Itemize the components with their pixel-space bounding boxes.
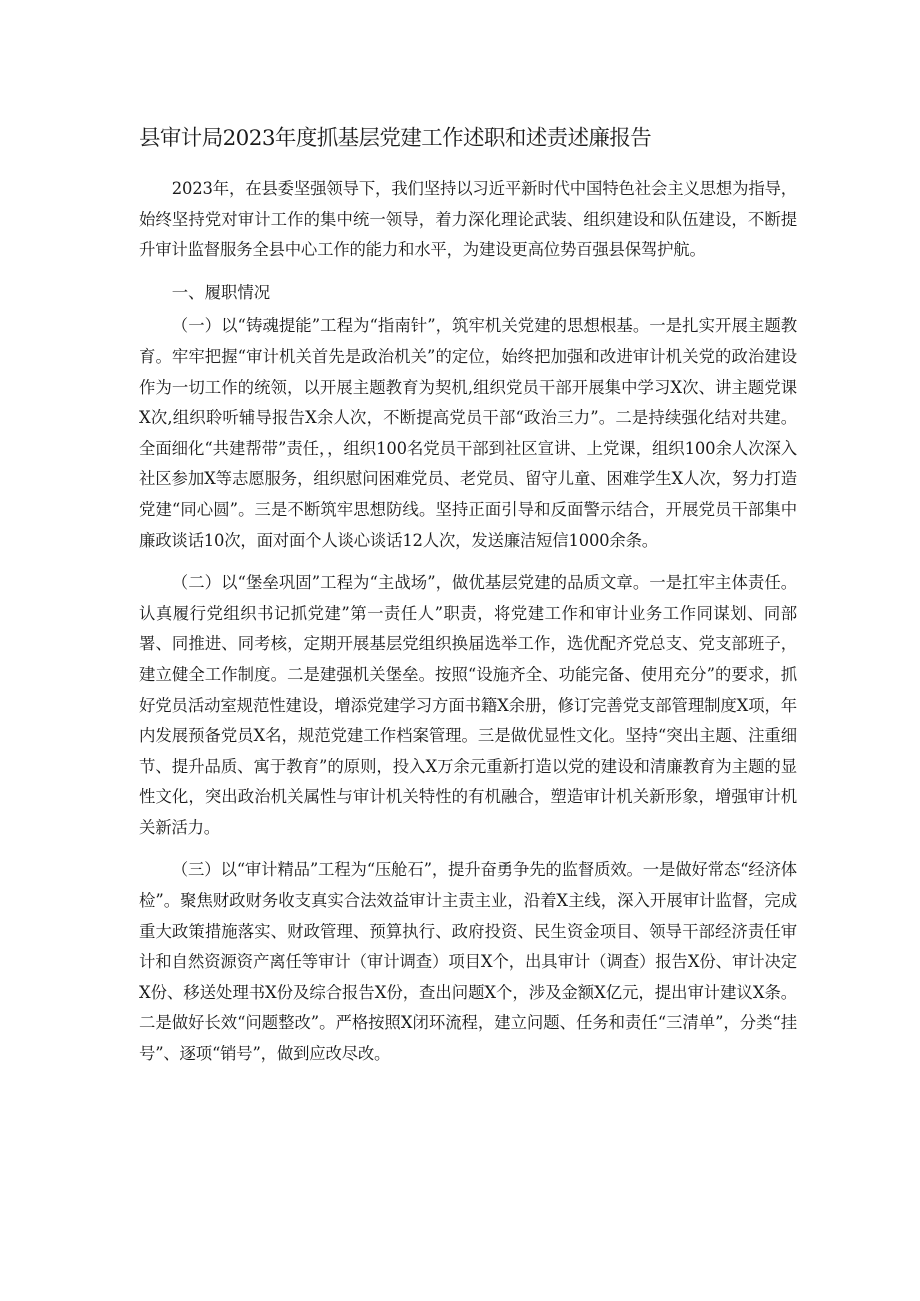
body-paragraph-1: （一）以“铸魂提能”工程为“指南针”，筑牢机关党建的思想根基。一是扎实开展主题教育。牢牢把握“审计机关首先是政治机关”的定位，始终把加强和改进审计机关党的政治建设作为一切工作的统领，以开展主题教育为契机,组织党员干部开展集中学习X次、讲主题党课X次,组织聆听辅导报告X余人次，不断提高党员干部“政治三力”。二是持续强化结对共建。全面细化“共建帮带”责任，，组织100名党员干部到社区宣讲、上党课，组织100余人次深入社区参加X等志愿服务，组织慰问困难党员、老党员、留守儿童、困难学生X人次，努力打造党建“同心圆”。三是不断筑牢思想防线。坚持正面引导和反面警示结合，开展党员干部集中廉政谈话10次，面对面个人谈心谈话12人次，发送廉洁短信1000余条。 bbox=[139, 316, 797, 550]
document-page bbox=[139, 124, 797, 1082]
section-heading: 一、履职情况 bbox=[171, 282, 271, 302]
body-paragraph-3: （三）以“审计精品”工程为“压舱石”，提升奋勇争先的监督质效。一是做好常态“经济体检”。聚焦财政财务收支真实合法效益审计主责主业，沿着X主线，深入开展审计监督，完成重大政策措施落实、财政管理、预算执行、政府投资、民生资金项目、领导干部经济责任审计和自然资源资产离任等审计（审计调查）项目X个，出具审计（调查）报告X份、审计决定X份、移送处理书X份及综合报告X份，查出问题X个，涉及金额X亿元，提出审计建议X条。二是做好长效“问题整改”。严格按照X闭环流程，建立问题、任务和责任“三清单”，分类“挂号”、逐项“销号”，做到应改尽改。 bbox=[139, 860, 797, 1064]
document-title: 县审计局2023年度抓基层党建工作述职和述责述廉报告 bbox=[139, 126, 652, 151]
intro-paragraph: 2023年，在县委坚强领导下，我们坚持以习近平新时代中国特色社会主义思想为指导，始终坚持党对审计工作的集中统一领导，着力深化理论武装、组织建设和队伍建设，不断提升审计监督服务全县中心工作的能力和水平，为建设更高位势百强县保驾护航。 bbox=[139, 179, 797, 260]
body-paragraph-2: （二）以“堡垒巩固”工程为“主战场”，做优基层党建的品质文章。一是扛牢主体责任。认真履行党组织书记抓党建”第一责任人”职责，将党建工作和审计业务工作同谋划、同部署、同推进、同考核，定期开展基层党组织换届选举工作，选优配齐党总支、党支部班子，建立健全工作制度。二是建强机关堡垒。按照“设施齐全、功能完备、使用充分”的要求，抓好党员活动室规范性建设，增添党建学习方面书籍X余册，修订完善党支部管理制度X项，年内发展预备党员X名，规范党建工作档案管理。三是做优显性文化。坚持“突出主题、注重细节、提升品质、寓于教育”的原则，投入X万余元重新打造以党的建设和清廉教育为主题的显性文化，突出政治机关属性与审计机关特性的有机融合，塑造审计机关新形象，增强审计机关新活力。 bbox=[139, 573, 797, 837]
